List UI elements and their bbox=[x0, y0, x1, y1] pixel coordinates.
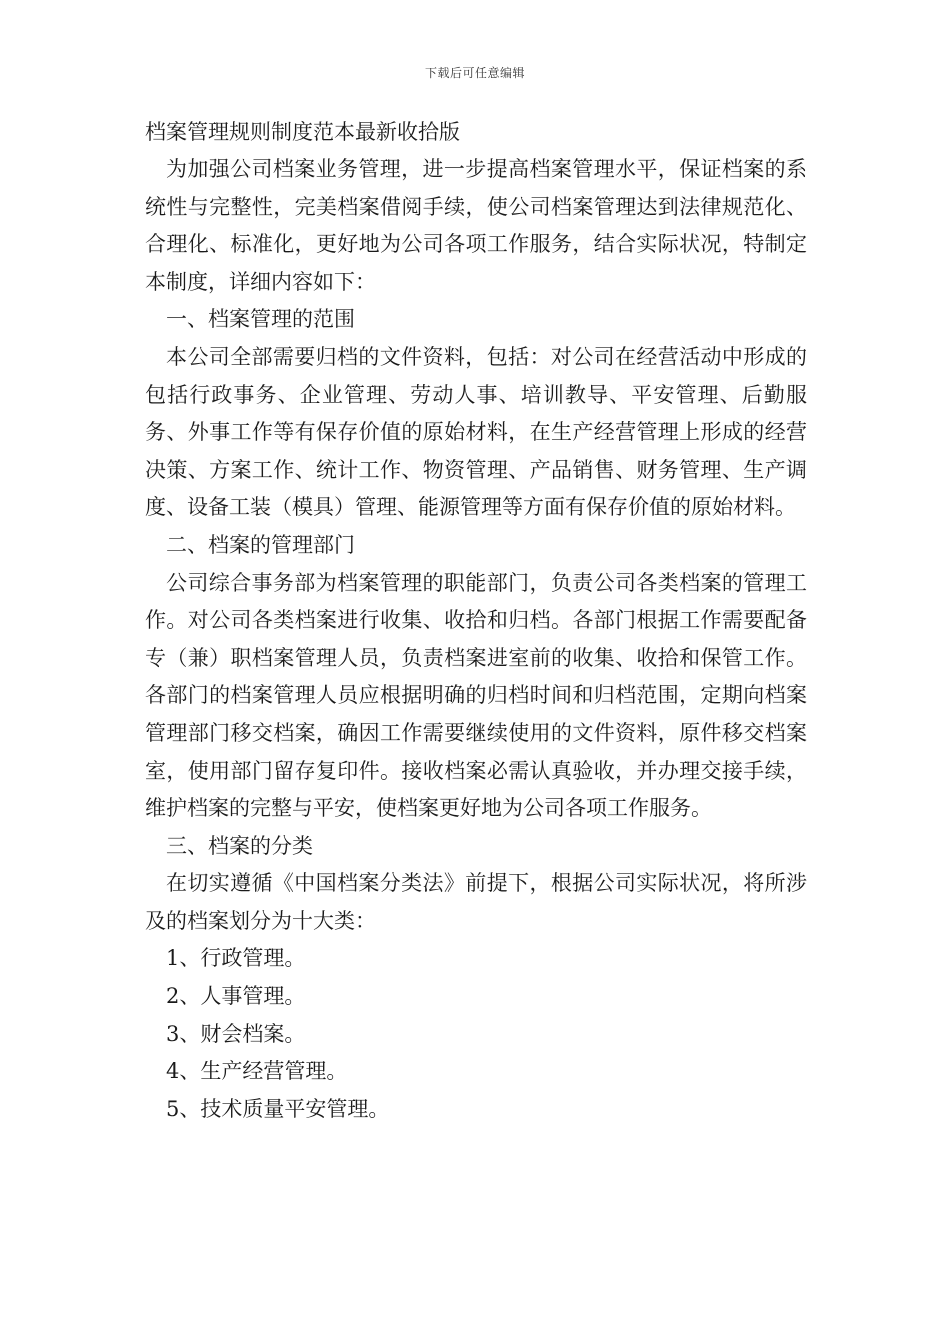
section-paragraph-department: 公司综合事务部为档案管理的职能部门，负责公司各类档案的管理工作。对公司各类档案进行收集、收拾和归档。各部门根据工作需要配备专（兼）职档案管理人员，负责档案进室前的收集、收拾和保管工作。各部门的档案管理人员应根据明确的归档时间和归档范围，定期向档案管理部门移交档案，确因工作需要继续使用的文件资料，原件移交档案室，使用部门留存复印件。接收档案必需认真验收，并办理交接手续，维护档案的完整与平安，使档案更好地为公司各项工作服务。 bbox=[145, 570, 807, 821]
section-heading-scope: 一、档案管理的范围 bbox=[166, 307, 355, 332]
category-item-4: 4、生产经营管理。 bbox=[166, 1059, 348, 1084]
document-body bbox=[145, 114, 807, 1128]
category-item-3: 3、财会档案。 bbox=[166, 1021, 306, 1046]
category-item-2: 2、人事管理。 bbox=[166, 984, 306, 1009]
section-heading-department: 二、档案的管理部门 bbox=[166, 532, 355, 557]
category-item-1: 1、行政管理。 bbox=[166, 946, 306, 971]
section-heading-classification: 三、档案的分类 bbox=[166, 833, 313, 858]
section-paragraph-classification: 在切实遵循《中国档案分类法》前提下，根据公司实际状况，将所涉及的档案划分为十大类： bbox=[145, 871, 807, 933]
document-title: 档案管理规则制度范本最新收拾版 bbox=[145, 120, 460, 144]
intro-paragraph: 为加强公司档案业务管理，进一步提高档案管理水平，保证档案的系统性与完整性，完美档案借阅手续，使公司档案管理达到法律规范化、合理化、标准化，更好地为公司各项工作服务，结合实际状况，特制定本制度，详细内容如下： bbox=[145, 157, 807, 294]
section-paragraph-scope: 本公司全部需要归档的文件资料，包括：对公司在经营活动中形成的包括行政事务、企业管理、劳动人事、培训教导、平安管理、后勤服务、外事工作等有保存价值的原始材料，在生产经营管理上形成的经营决策、方案工作、统计工作、物资管理、产品销售、财务管理、生产调度、设备工装（模具）管理、能源管理等方面有保存价值的原始材料。 bbox=[145, 344, 807, 520]
category-item-5: 5、技术质量平安管理。 bbox=[166, 1096, 390, 1121]
page-header-note: 下载后可任意编辑 bbox=[424, 66, 525, 80]
